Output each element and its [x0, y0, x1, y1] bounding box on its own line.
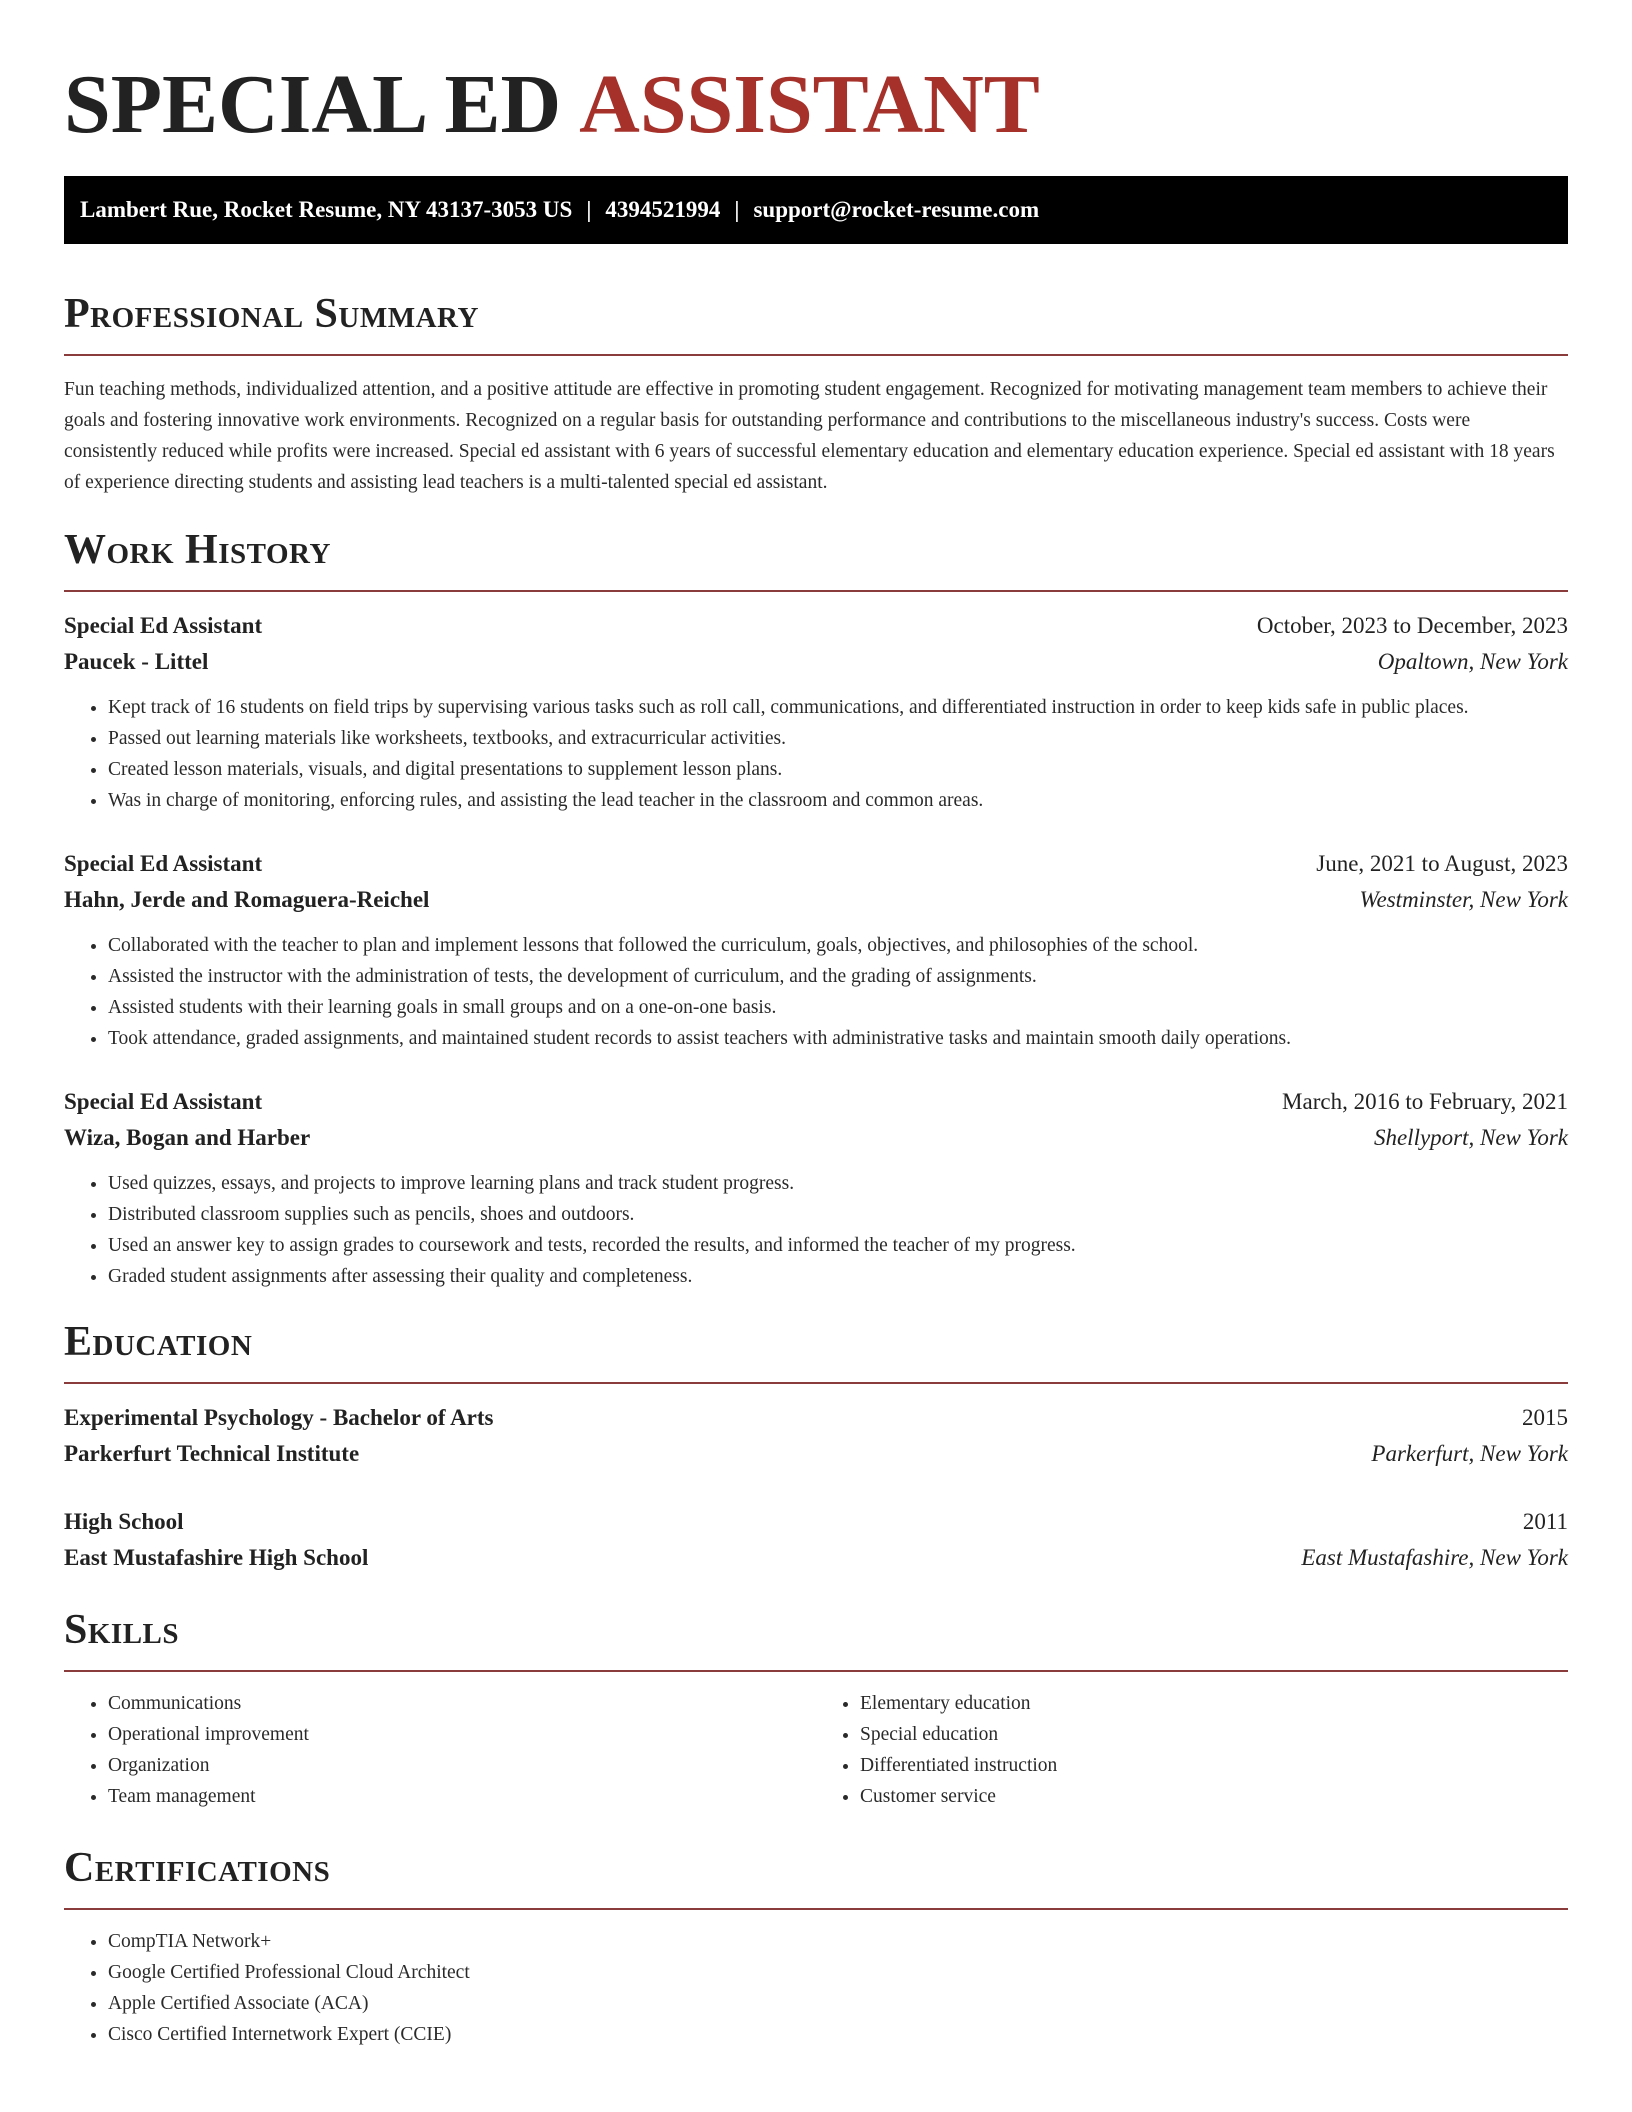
skills-section: [64, 1604, 1568, 1812]
job-bullet: • Passed out learning materials like worksheets, textbooks, and extracurricular activities.: [108, 723, 1568, 754]
contact-address: Lambert Rue, Rocket Resume, NY 43137-3053 US: [80, 197, 573, 222]
title-part-1: SPECIAL ED: [64, 58, 562, 151]
section-heading-summary: Professional Summary: [64, 291, 479, 337]
certification-item: • Apple Certified Associate (ACA): [108, 1988, 1568, 2019]
section-divider: [64, 1908, 1568, 1910]
section-divider: [64, 1670, 1568, 1672]
job-bullet: • Distributed classroom supplies such as pencils, shoes and outdoors.: [108, 1199, 1568, 1230]
job-entry: [64, 608, 1568, 816]
title-part-2: ASSISTANT: [579, 58, 1040, 151]
job-bullet: • Was in charge of monitoring, enforcing rules, and assisting the lead teacher in the classroom and common areas.: [108, 785, 1568, 816]
job-title: Special Ed Assistant: [64, 613, 263, 638]
job-location: Westminster, New York: [1359, 887, 1568, 912]
job-entry: [64, 1084, 1568, 1292]
job-dates: June, 2021 to August, 2023: [1316, 851, 1568, 876]
job-title: Special Ed Assistant: [64, 851, 263, 876]
education-year: 2015: [1522, 1405, 1568, 1430]
job-company: Paucek - Littel: [64, 649, 209, 674]
skill-item: • Team management: [108, 1781, 816, 1812]
work-history-section: [64, 524, 1568, 1292]
job-bullet: • Used quizzes, essays, and projects to improve learning plans and track student progress.: [108, 1168, 1568, 1199]
job-dates: March, 2016 to February, 2021: [1282, 1089, 1568, 1114]
skills-list-right: [816, 1688, 1568, 1812]
job-bullet: • Created lesson materials, visuals, and digital presentations to supplement lesson plans.: [108, 754, 1568, 785]
job-location: Shellyport, New York: [1373, 1125, 1568, 1150]
contact-separator: |: [734, 197, 740, 222]
education-location: East Mustafashire, New York: [1301, 1545, 1568, 1570]
contact-email: support@rocket-resume.com: [753, 197, 1040, 222]
education-section: [64, 1316, 1568, 1576]
skill-item: • Customer service: [860, 1781, 1568, 1812]
job-company: Wiza, Bogan and Harber: [64, 1125, 311, 1150]
section-heading-skills: Skills: [64, 1607, 180, 1653]
skills-columns: [64, 1688, 1568, 1812]
certification-item: • CompTIA Network+: [108, 1926, 1568, 1957]
education-degree: Experimental Psychology - Bachelor of Arts: [64, 1405, 494, 1430]
job-entry: [64, 846, 1568, 1054]
section-divider: [64, 590, 1568, 592]
education-degree: High School: [64, 1509, 184, 1534]
section-heading-education: Education: [64, 1319, 253, 1365]
certification-item: • Google Certified Professional Cloud Architect: [108, 1957, 1568, 1988]
section-heading-certifications: Certifications: [64, 1845, 331, 1891]
job-company: Hahn, Jerde and Romaguera-Reichel: [64, 887, 430, 912]
contact-separator: |: [586, 197, 592, 222]
job-title: Special Ed Assistant: [64, 1089, 263, 1114]
job-bullet: • Used an answer key to assign grades to coursework and tests, recorded the results, and informed the teacher of my progress.: [108, 1230, 1568, 1261]
skill-item: • Operational improvement: [108, 1719, 816, 1750]
resume-title: [64, 0, 1568, 174]
skills-list-left: [64, 1688, 816, 1812]
education-entry: [64, 1400, 1568, 1472]
skill-item: • Communications: [108, 1688, 816, 1719]
job-bullets: [64, 930, 1568, 1054]
section-divider: [64, 354, 1568, 356]
education-location: Parkerfurt, New York: [1371, 1441, 1568, 1466]
education-school: Parkerfurt Technical Institute: [64, 1441, 360, 1466]
skill-item: • Organization: [108, 1750, 816, 1781]
job-bullet: • Graded student assignments after assessing their quality and completeness.: [108, 1261, 1568, 1292]
job-bullet: • Took attendance, graded assignments, and maintained student records to assist teachers with administrative tasks and maintain smooth daily operations.: [108, 1023, 1568, 1054]
education-entry: [64, 1504, 1568, 1576]
certification-item: • Cisco Certified Internetwork Expert (CCIE): [108, 2019, 1568, 2050]
section-heading-work-history: Work History: [64, 527, 331, 573]
summary-section: [64, 288, 1568, 498]
job-location: Opaltown, New York: [1377, 649, 1568, 674]
section-divider: [64, 1382, 1568, 1384]
skill-item: • Elementary education: [860, 1688, 1568, 1719]
education-year: 2011: [1522, 1509, 1568, 1534]
job-bullet: • Kept track of 16 students on field trips by supervising various tasks such as roll call, communications, and differentiated instruction in order to keep kids safe in public places.: [108, 692, 1568, 723]
resume-page: [64, 0, 1568, 2050]
job-bullets: [64, 1168, 1568, 1292]
certifications-section: [64, 1842, 1568, 2050]
education-school: East Mustafashire High School: [64, 1545, 369, 1570]
certifications-list: [64, 1926, 1568, 2050]
job-dates: October, 2023 to December, 2023: [1256, 613, 1568, 638]
contact-phone: 4394521994: [605, 197, 721, 222]
skill-item: • Special education: [860, 1719, 1568, 1750]
job-bullet: • Collaborated with the teacher to plan and implement lessons that followed the curriculum, goals, objectives, and philosophies of the school.: [108, 930, 1568, 961]
skill-item: • Differentiated instruction: [860, 1750, 1568, 1781]
job-bullet: • Assisted students with their learning goals in small groups and on a one-on-one basis.: [108, 992, 1568, 1023]
contact-bar: [64, 176, 1568, 244]
job-bullet: • Assisted the instructor with the administration of tests, the development of curriculum, and the grading of assignments.: [108, 961, 1568, 992]
job-bullets: [64, 692, 1568, 816]
summary-text: Fun teaching methods, individualized attention, and a positive attitude are effective in promoting student engagement. Recognized for motivating management team members to achieve their goals and fostering innovative work environments. Recognized on a regular basis for outstanding performance and contributions to the miscellaneous industry's success. Costs were consistently reduced while profits were increased. Special ed assistant with 6 years of successful elementary education and elementary education experience. Special ed assistant with 18 years of experience directing students and assisting lead teachers is a multi-talented special ed assistant.: [64, 379, 1555, 493]
